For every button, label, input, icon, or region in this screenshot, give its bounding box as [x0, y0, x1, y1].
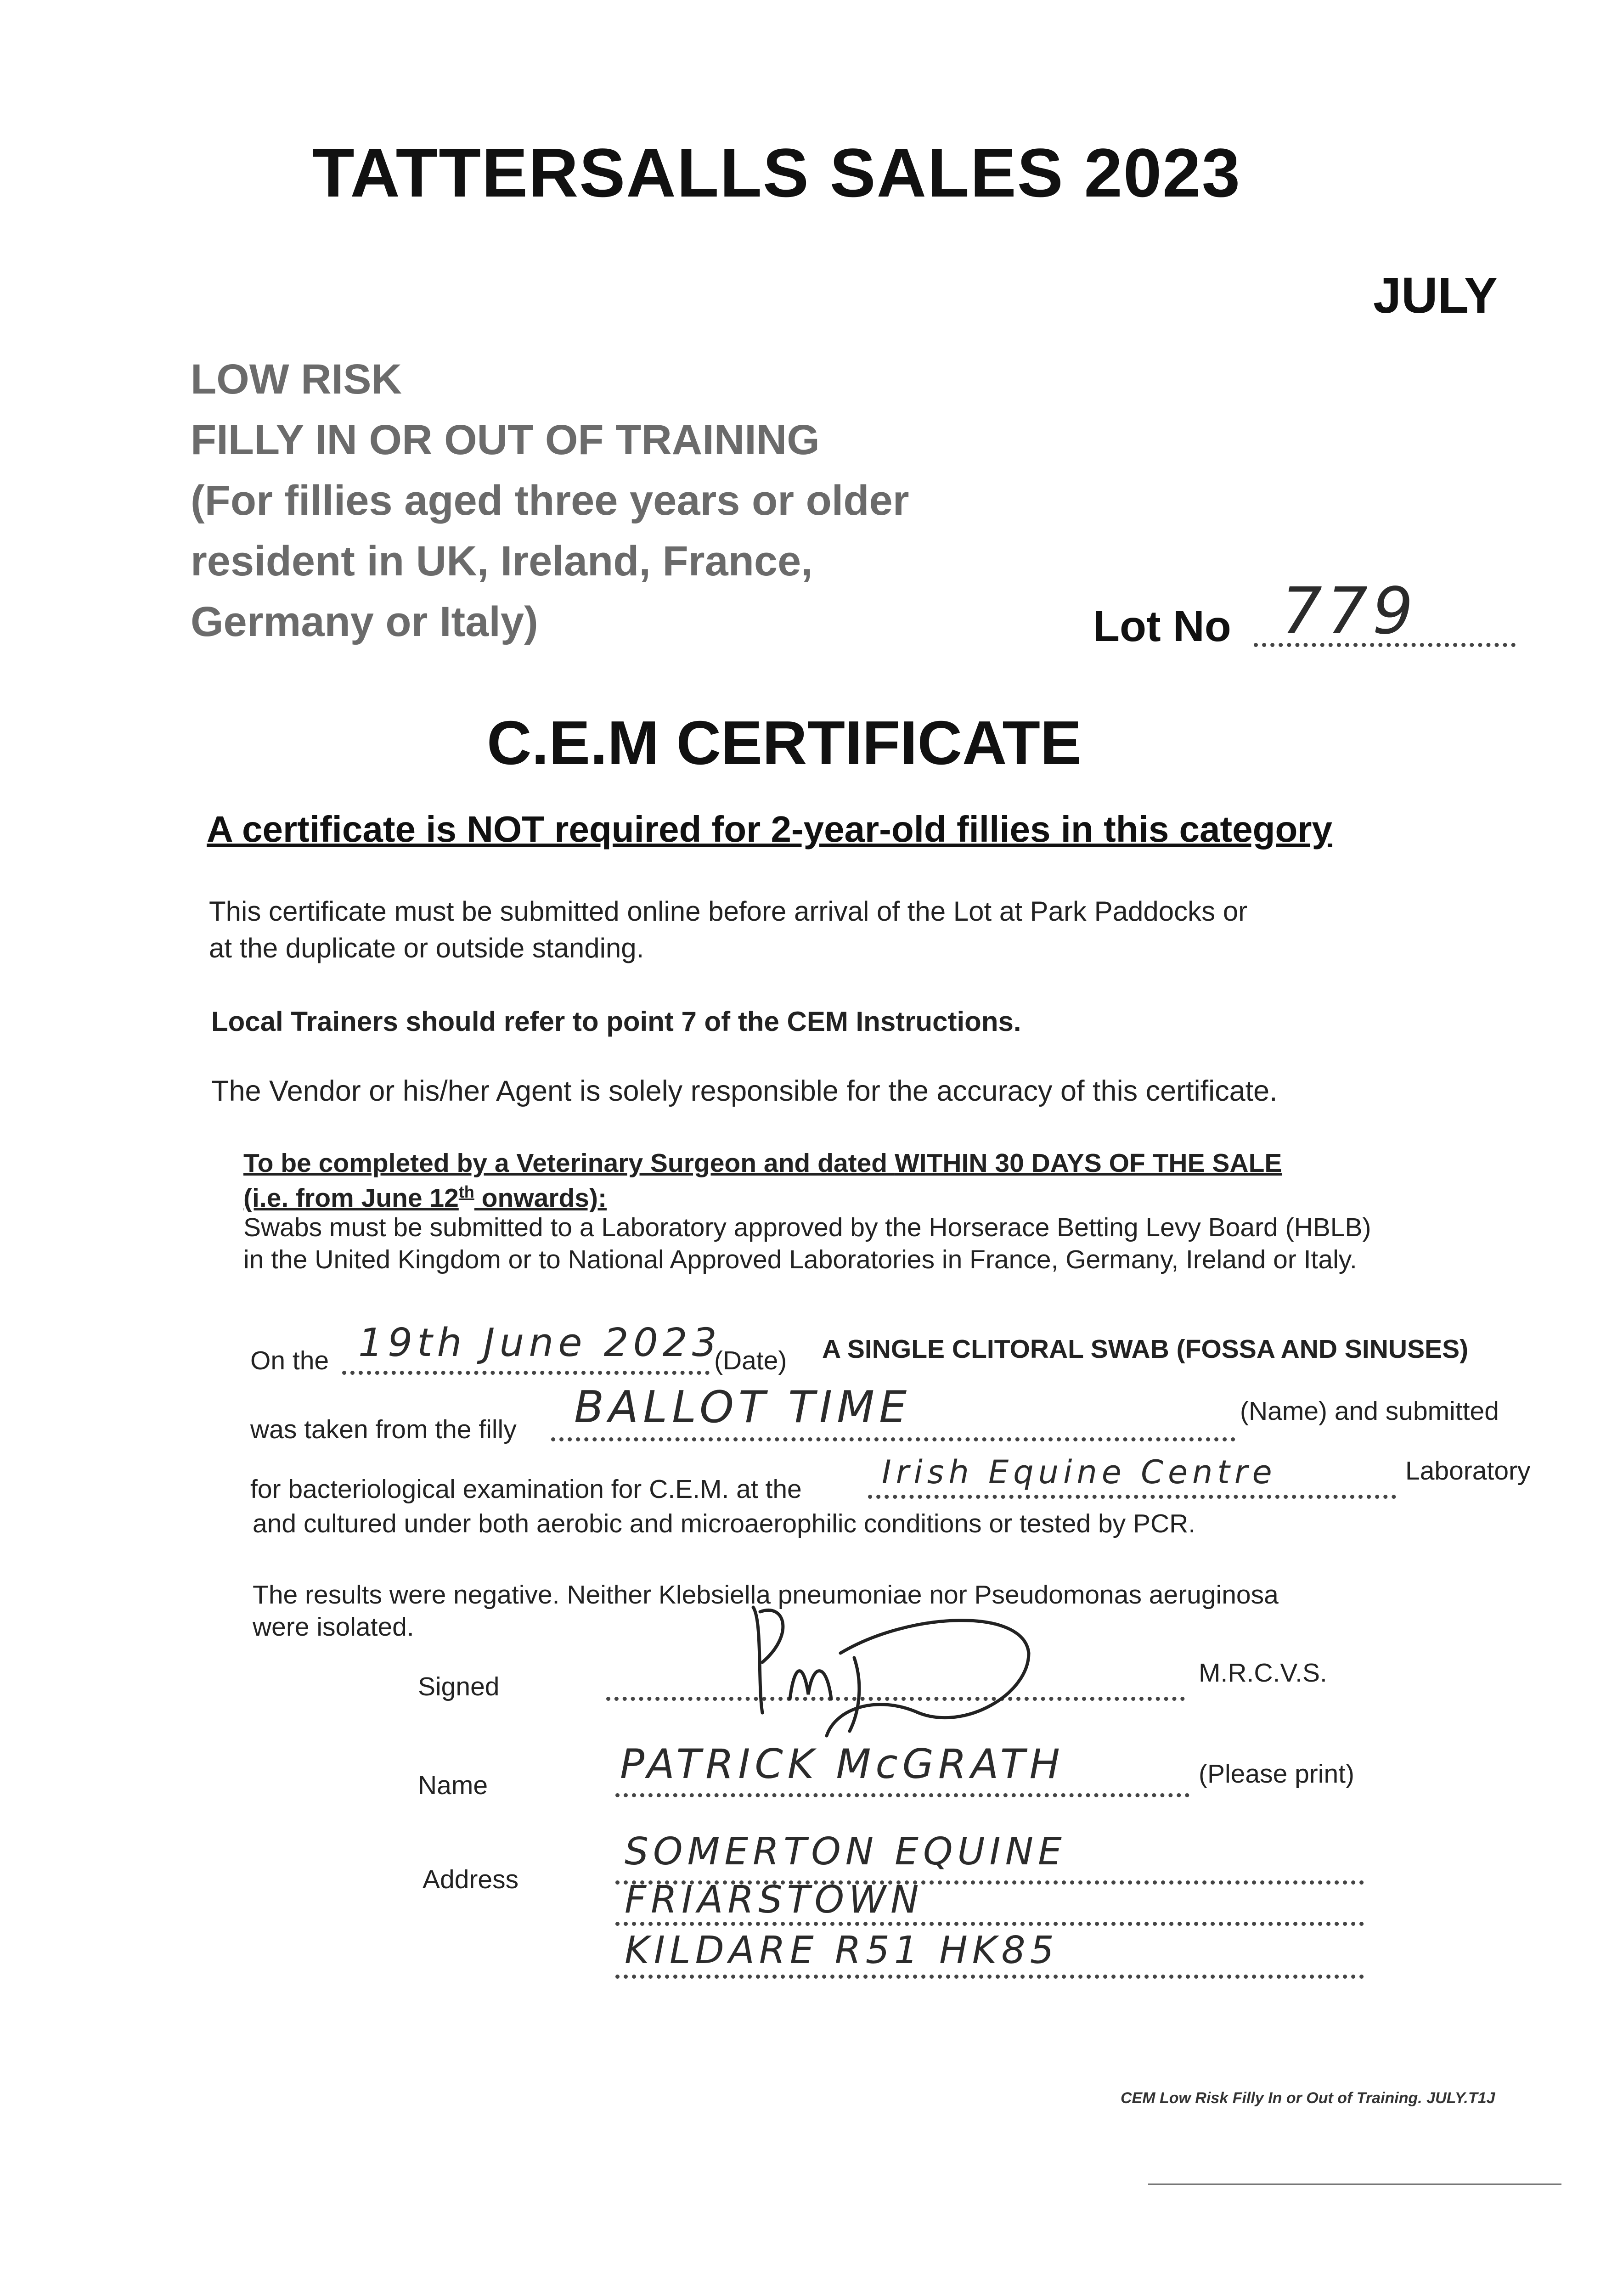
local-trainers-note: Local Trainers should refer to point 7 of the CEM Instructions.	[211, 1006, 1021, 1037]
not-required-note: A certificate is NOT required for 2-year-old fillies in this category	[207, 809, 1333, 850]
category-line: (For fillies aged three years or older	[191, 477, 909, 524]
lot-number-handwritten: 779	[1281, 574, 1418, 649]
category-line: Germany or Italy)	[191, 598, 538, 645]
address-line-handwritten: KILDARE R51 HK85	[625, 1929, 1059, 1972]
results-line2: were isolated.	[253, 1612, 414, 1642]
bacterio-label: for bacteriological examination for C.E.M. at the	[250, 1474, 802, 1504]
lab-handwritten: Irish Equine Centre	[882, 1453, 1277, 1491]
category-line: resident in UK, Ireland, France,	[191, 538, 813, 585]
vet-heading-part1: To be completed by a Veterinary Surgeon and dated	[243, 1148, 895, 1178]
submit-instruction-line1: This certificate must be submitted online before arrival of the Lot at Park Paddocks or	[209, 896, 1248, 927]
category-line: FILLY IN OR OUT OF TRAINING	[191, 416, 820, 463]
category-line: LOW RISK	[191, 356, 402, 403]
lot-label: Lot No	[1093, 602, 1231, 651]
address-label: Address	[423, 1865, 519, 1894]
document-title: TATTERSALLS SALES 2023	[312, 134, 1241, 211]
mrcvs-label: M.R.C.V.S.	[1199, 1658, 1327, 1688]
vet-dates-prefix: (i.e. from June 12	[243, 1183, 459, 1213]
category-block	[191, 349, 909, 652]
swabs-line1: Swabs must be submitted to a Laboratory approved by the Horserace Betting Levy Board (HBLB)	[243, 1213, 1371, 1242]
vet-name-handwritten: PATRICK McGRATH	[620, 1740, 1065, 1788]
submit-instruction-line2: at the duplicate or outside standing.	[209, 933, 644, 963]
swabs-line2: in the United Kingdom or to National Approved Laboratories in France, Germany, Ireland or Italy.	[243, 1245, 1357, 1274]
vet-name-label: Name	[418, 1771, 488, 1800]
please-print-label: (Please print)	[1199, 1759, 1354, 1789]
filly-name-handwritten: BALLOT TIME	[574, 1382, 912, 1433]
filly-name-dotted-line	[551, 1437, 1235, 1441]
name-and-submitted-label: (Name) and submitted	[1240, 1396, 1499, 1426]
on-the-label: On the	[250, 1346, 329, 1375]
address-line-handwritten: FRIARSTOWN	[625, 1878, 924, 1922]
date-dotted-line	[342, 1371, 710, 1375]
date-handwritten: 19th June 2023	[358, 1320, 721, 1366]
footer-reference: CEM Low Risk Filly In or Out of Training. JULY.T1J	[1121, 2089, 1495, 2107]
laboratory-label: Laboratory	[1405, 1456, 1531, 1486]
vendor-responsibility-note: The Vendor or his/her Agent is solely responsible for the accuracy of this certificate.	[211, 1075, 1278, 1107]
certificate-title: C.E.M CERTIFICATE	[487, 708, 1082, 777]
address-line-handwritten: SOMERTON EQUINE	[625, 1830, 1066, 1874]
cultured-note: and cultured under both aerobic and microaerophilic conditions or tested by PCR.	[253, 1509, 1196, 1538]
results-line1: The results were negative. Neither Klebsiella pneumoniae nor Pseudomonas aeruginosa	[253, 1580, 1279, 1609]
signed-label: Signed	[418, 1672, 500, 1701]
signature-scribble	[726, 1593, 1056, 1740]
vet-name-dotted-line	[615, 1793, 1189, 1797]
footer-rule	[1148, 2183, 1561, 2185]
vet-section-heading	[243, 1148, 1282, 1178]
vet-dates-suffix: onwards):	[474, 1183, 607, 1213]
sale-month: JULY	[1373, 267, 1498, 324]
address-dotted-line-3	[615, 1975, 1364, 1979]
lab-dotted-line	[868, 1495, 1396, 1499]
vet-section-dates	[243, 1182, 607, 1213]
vet-dates-sup: th	[458, 1182, 474, 1201]
address-dotted-line-2	[615, 1922, 1364, 1926]
taken-from-label: was taken from the filly	[250, 1415, 517, 1444]
swab-description: A SINGLE CLITORAL SWAB (FOSSA AND SINUSES)	[822, 1334, 1469, 1364]
date-label: (Date)	[714, 1346, 787, 1375]
vet-heading-part2: WITHIN 30 DAYS OF THE SALE	[894, 1148, 1282, 1178]
